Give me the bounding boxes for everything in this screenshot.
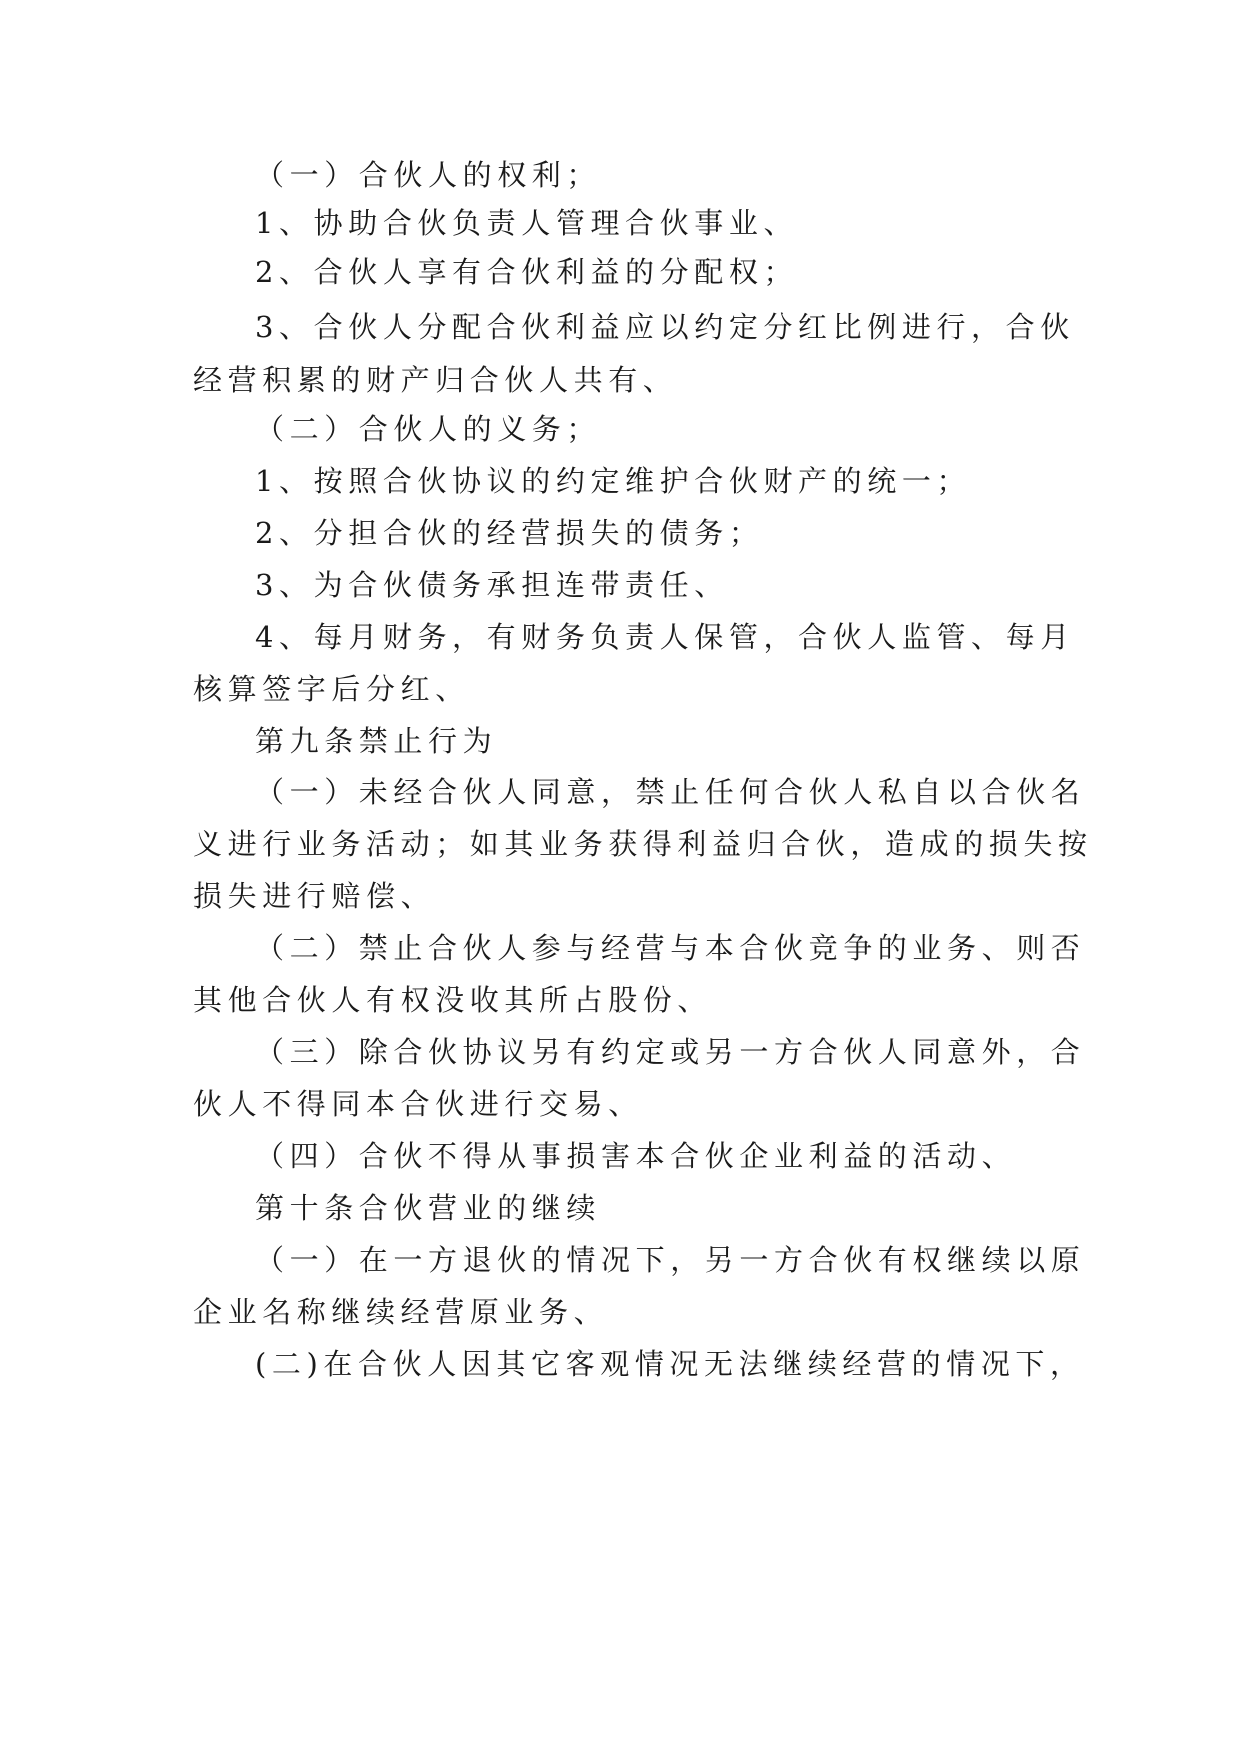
- paragraph-line: （一）在一方退伙的情况下，另一方合伙有权继续以原: [255, 1243, 1086, 1277]
- paragraph-line: 义进行业务活动；如其业务获得利益归合伙，造成的损失按: [193, 827, 1093, 861]
- section-heading: 第九条禁止行为: [255, 724, 498, 758]
- paragraph-line: （三）除合伙协议另有约定或另一方合伙人同意外，合: [255, 1035, 1086, 1069]
- paragraph-line: 2、合伙人享有合伙利益的分配权；: [255, 255, 799, 289]
- paragraph-line: （一）未经合伙人同意，禁止任何合伙人私自以合伙名: [255, 775, 1086, 809]
- paragraph-line: 2、分担合伙的经营损失的债务；: [255, 516, 764, 550]
- paragraph-line: (二)在合伙人因其它客观情况无法继续经营的情况下，: [255, 1347, 1085, 1381]
- paragraph-line: 经营积累的财产归合伙人共有、: [193, 363, 678, 397]
- paragraph-line: （四）合伙不得从事损害本合伙企业利益的活动、: [255, 1139, 1017, 1173]
- paragraph-line: 其他合伙人有权没收其所占股份、: [193, 983, 713, 1017]
- paragraph-line: （一）合伙人的权利；: [255, 158, 602, 192]
- paragraph-line: 核算签字后分红、: [193, 672, 470, 706]
- paragraph-line: 3、为合伙债务承担连带责任、: [255, 568, 729, 602]
- paragraph-line: （二）禁止合伙人参与经营与本合伙竞争的业务、则否: [255, 931, 1086, 965]
- paragraph-line: 企业名称继续经营原业务、: [193, 1295, 609, 1329]
- paragraph-line: 3、合伙人分配合伙利益应以约定分红比例进行，合伙: [255, 310, 1075, 344]
- paragraph-line: 伙人不得同本合伙进行交易、: [193, 1087, 643, 1121]
- paragraph-line: 4、每月财务，有财务负责人保管，合伙人监管、每月: [255, 620, 1075, 654]
- paragraph-line: 1、按照合伙协议的约定维护合伙财产的统一；: [255, 464, 972, 498]
- paragraph-line: 损失进行赔偿、: [193, 879, 436, 913]
- paragraph-line: 1、协助合伙负责人管理合伙事业、: [255, 206, 799, 240]
- paragraph-line: （二）合伙人的义务；: [255, 412, 602, 446]
- section-heading: 第十条合伙营业的继续: [255, 1191, 602, 1225]
